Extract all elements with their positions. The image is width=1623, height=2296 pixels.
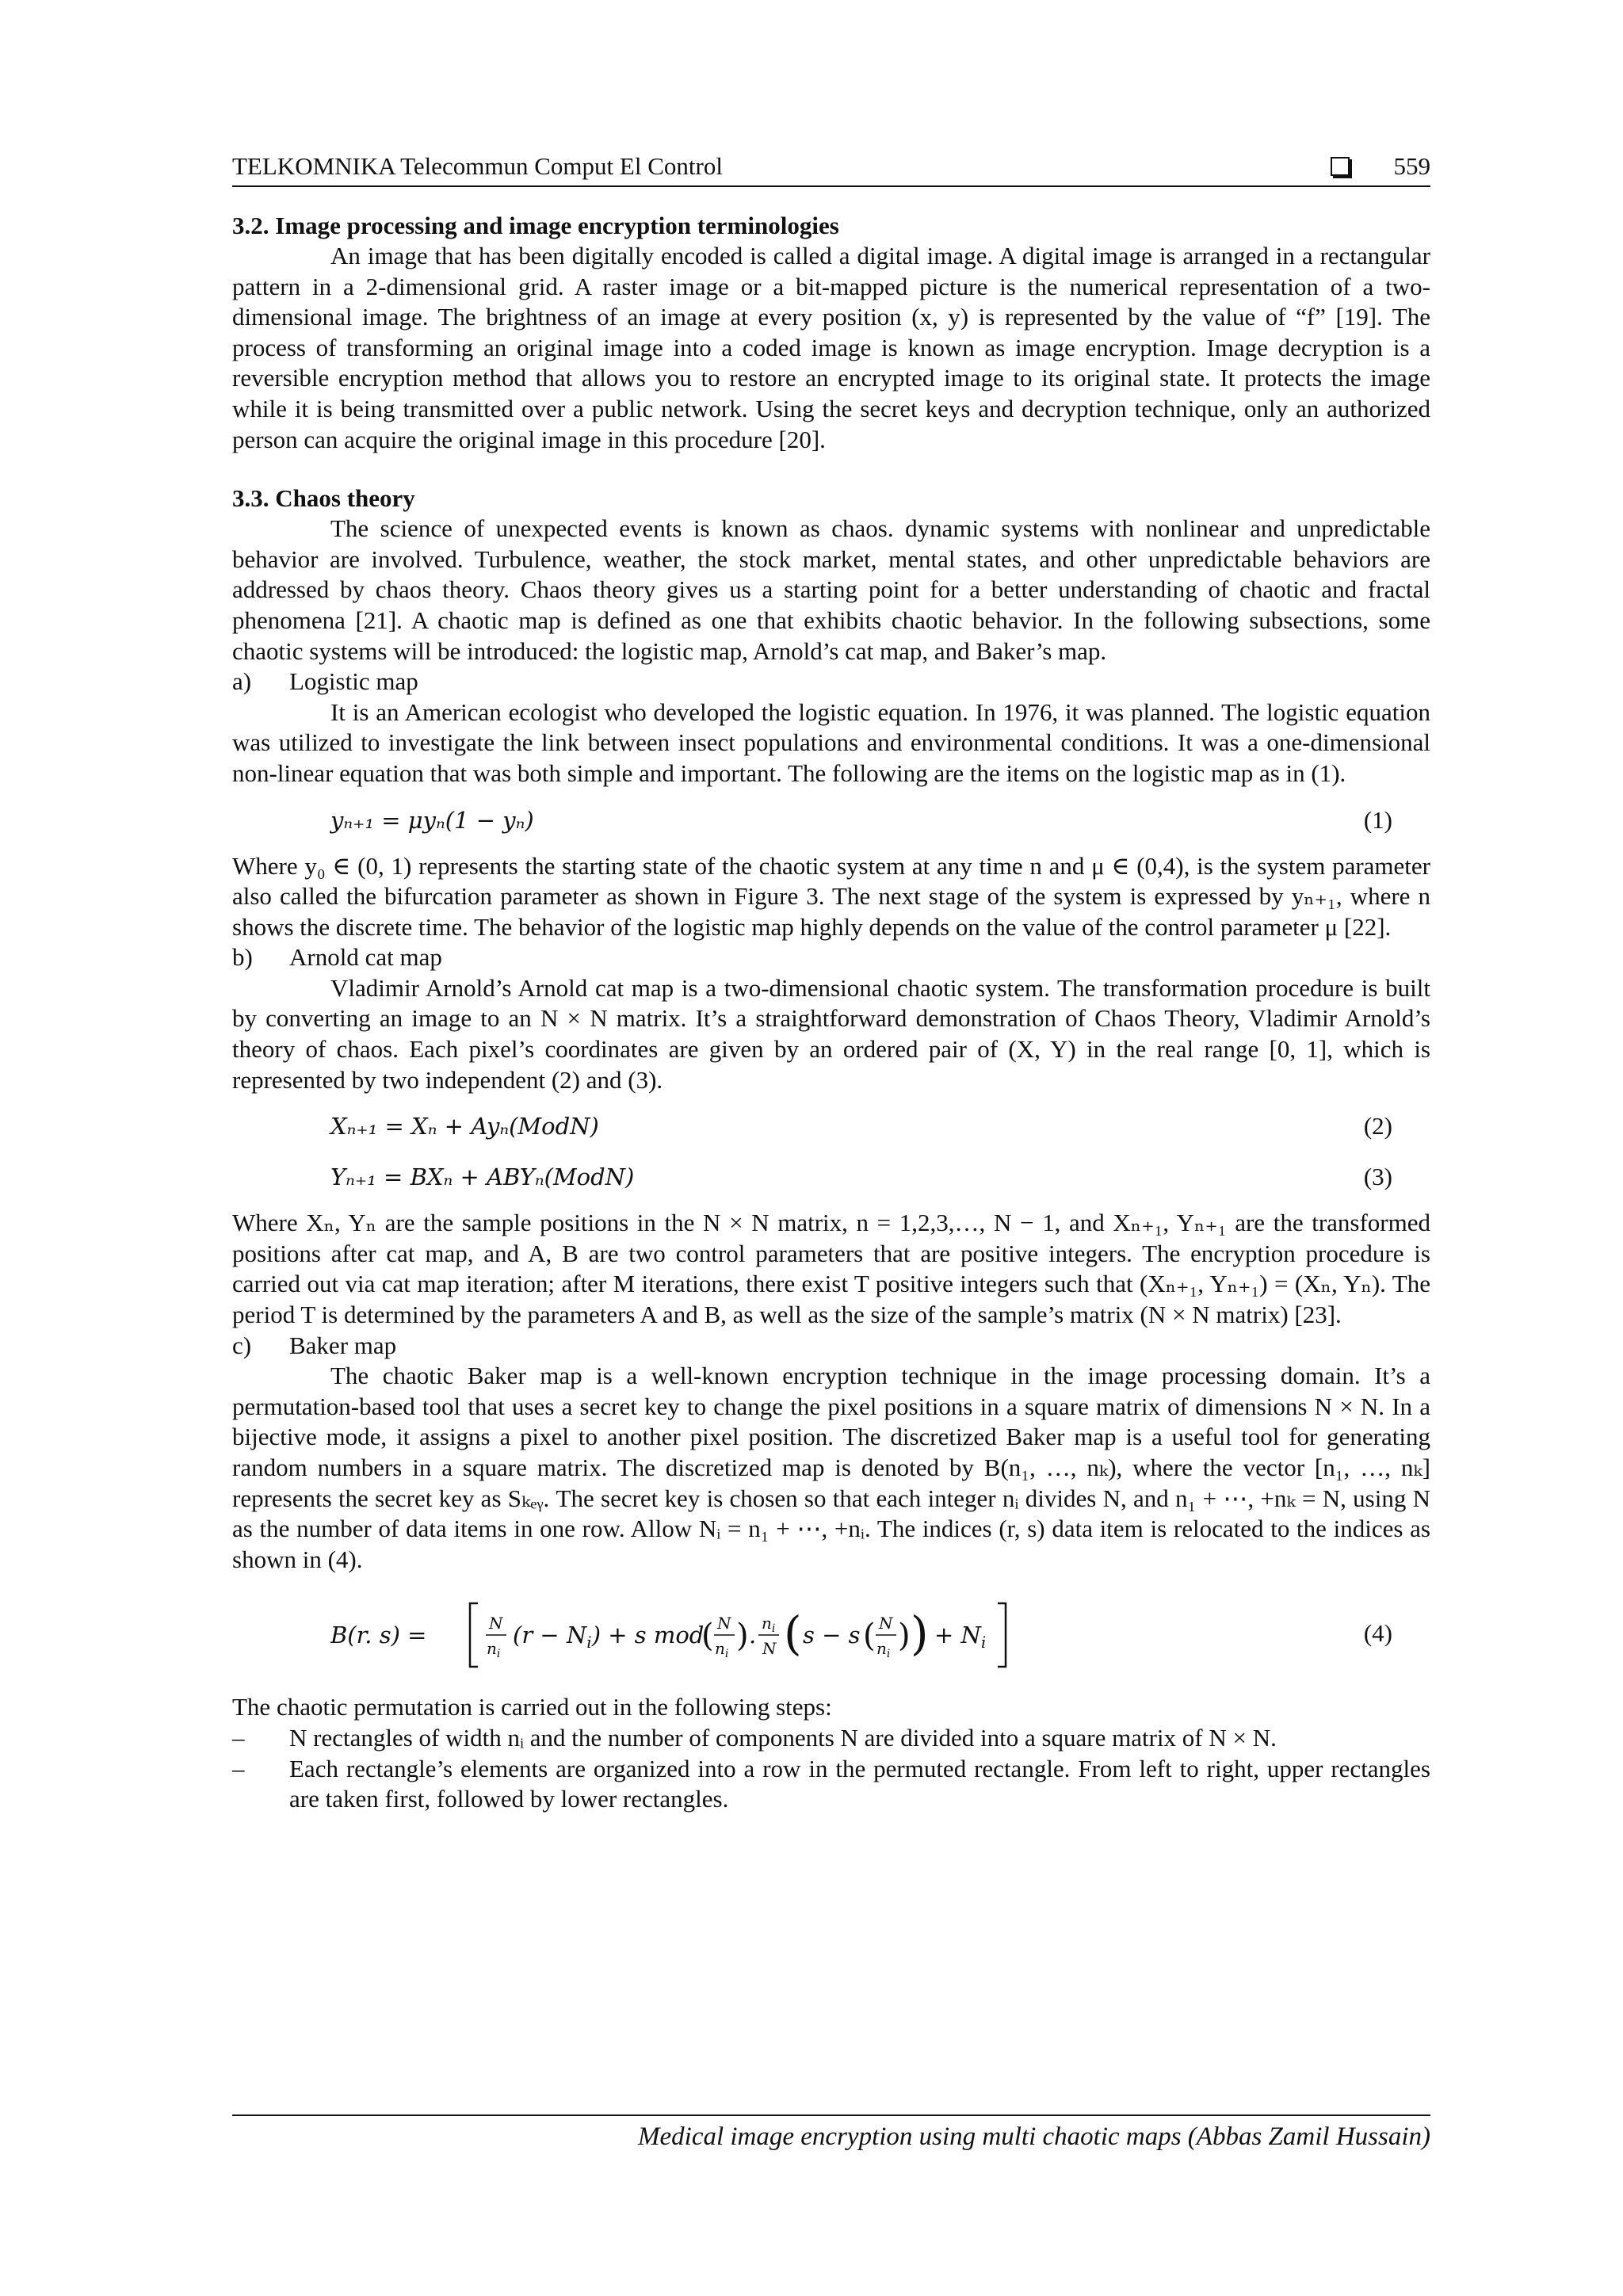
paragraph-image-processing: An image that has been digitally encoded is called a digital image. A digital image is arranged in a rectangular pattern in a 2-dimensional grid. A raster image or a bit-mapped picture is the numerical representation of a two-dimensional image. The brightness of an image at every position (x, y) is represented by the value of “f” [19]. The process of transforming an original image into a coded image is known as image encryption. Image decryption is a reversible encryption method that allows you to restore an encrypted image to its original state. It protects the image while it is being transmitted over a public network. Using the secret keys and decryption technique, only an authorized person can acquire the original image in this procedure [20].: [232, 242, 1430, 453]
item-marker: c): [232, 1331, 252, 1359]
section-heading-3-3: 3.3. Chaos theory: [232, 484, 415, 513]
svg-text:.: .: [749, 1622, 757, 1649]
paragraph-chaos-theory: The science of unexpected events is known as chaos. dynamic systems with nonlinear and unpredictable behavior are involved. Turbulence, weather, the stock market, mental states, and other unpredictable behaviors are addressed by chaos theory. Chaos theory gives us a starting point for a better understanding of chaotic and fractal phenomena [21]. A chaotic map is defined as one that exhibits chaotic behavior. In the following subsections, some chaotic systems will be introduced: the logistic map, Arnold’s cat map, and Baker’s map.: [232, 514, 1430, 665]
running-header: [232, 151, 1430, 187]
dash-bullet: –: [232, 1723, 245, 1752]
footer-citation: Medical image encryption using multi chaotic maps (Abbas Zamil Hussain): [638, 2122, 1430, 2151]
subsection-logistic-map: [232, 667, 1430, 697]
list-item: [232, 1754, 1430, 1815]
paragraph-permutation-intro: The chaotic permutation is carried out in the following steps:: [232, 1693, 832, 1721]
paragraph-arnold: Vladimir Arnold’s Arnold cat map is a two-dimensional chaotic system. The transformation procedure is built by converting an image to an N × N matrix. It’s a straightforward demonstration of Chaos Theory, Vladimir Arnold’s theory of chaos. Each pixel’s coordinates are given by an ordered pair of (X, Y) in the real range [0, 1], which is represented by two independent (2) and (3).: [232, 973, 1430, 1094]
svg-text:(: (: [863, 1618, 876, 1655]
dash-bullet: –: [232, 1754, 245, 1782]
paragraph-logistic: It is an American ecologist who developed the logistic equation. In 1976, it was planned. The logistic equation was utilized to investigate the link between insect populations and environmental conditions. It was a one-dimensional non-linear equation that was both simple and important. The following are the items on the logistic map as in (1).: [232, 697, 1430, 787]
page-body: [232, 151, 1430, 1815]
equation-1-body: yₙ₊₁ = μyₙ(1 − yₙ): [330, 806, 534, 834]
equation-3-body: Yₙ₊₁ = BXₙ + ABYₙ(ModN): [330, 1163, 635, 1191]
equation-3-number: (3): [1363, 1163, 1392, 1191]
section-heading-3-2: 3.2. Image processing and image encryption terminologies: [232, 212, 839, 239]
svg-text:(: (: [784, 1606, 802, 1661]
svg-text:N: N: [879, 1614, 893, 1633]
svg-text:): ): [911, 1606, 929, 1661]
paragraph-baker: The chaotic Baker map is a well-known encryption technique in the image processing domain. It’s a permutation-based tool that uses a secret key to change the pixel positions in a square matrix of dimensions N × N. In a bijective mode, it assigns a pixel to another pixel position. The discretized Baker map is a useful tool for generating random numbers in a square matrix. The discretized map is denoted by B(n₁, …, nₖ), where the vector [n₁, …, nₖ] represents the secret key as Sₖₑᵧ. The secret key is chosen so that each integer nᵢ divides N, and n₁ + ⋯, +nₖ = N, using N as the number of data items in one row. Allow Nᵢ = n₁ + ⋯, +nᵢ. The indices (r, s) data item is relocated to the indices as shown in (4).: [232, 1362, 1430, 1573]
equation-2-number: (2): [1363, 1112, 1392, 1140]
equation-4: [232, 1595, 1430, 1671]
svg-text:(r − Ni) + s mod: $(r - N_i) + s$ mod: [513, 1622, 705, 1652]
subsection-arnold-cat-map: [232, 942, 1430, 973]
svg-text:+ Ni: + $N_i$: [934, 1622, 987, 1652]
paragraph-arnold-explain: Where Xₙ, Yₙ are the sample positions in the N × N matrix, n = 1,2,3,…, N − 1, and Xₙ₊₁, Yₙ₊₁ are the transformed positions after cat map, and A, B are two control parameters that are positive integers. The encryption procedure is carried out via cat map iteration; after M iterations, there exist T positive integers such that (Xₙ₊₁, Yₙ₊₁) = (Xₙ, Yₙ). The period T is determined by the parameters A and B, as well as the size of the sample’s matrix (N × N matrix) [23].: [232, 1209, 1430, 1329]
subsection-baker-map: [232, 1331, 1430, 1362]
svg-text:ni: $n_i$: [487, 1639, 501, 1661]
item-marker: b): [232, 943, 253, 972]
list-item-text: Each rectangle’s elements are organized into a row in the permuted rectangle. From left to right, upper rectangles are taken first, followed by lower rectangles.: [289, 1754, 1430, 1813]
equation-1: [232, 800, 1430, 840]
svg-text:(: (: [701, 1618, 714, 1655]
journal-title: TELKOMNIKA Telecommun Comput El Control: [232, 152, 723, 180]
list-item-text: N rectangles of width nᵢ and the number of components N are divided into a square matrix of N × N.: [289, 1723, 1277, 1752]
svg-text:ni: $n_i$: [762, 1614, 776, 1636]
equation-4-formula: [330, 1597, 1012, 1673]
svg-text:): ): [736, 1618, 749, 1655]
equation-4-number: (4): [1363, 1619, 1392, 1648]
svg-text:N: N: [489, 1614, 503, 1633]
svg-text:N: N: [762, 1639, 777, 1659]
svg-text:s − s: s − s: [803, 1622, 861, 1649]
equation-3: [232, 1157, 1430, 1197]
svg-text:N: N: [717, 1614, 731, 1633]
item-title: Logistic map: [289, 667, 418, 696]
equation-2: [232, 1106, 1430, 1146]
equation-4-body: [330, 1595, 1012, 1673]
paragraph-logistic-explain: Where y₀ ∈ (0, 1) represents the starting state of the chaotic system at any time n and μ ∈ (0,4), is the system parameter also called the bifurcation parameter as shown in Figure 3. The next stage of the system is expressed by yₙ₊₁, where n shows the discrete time. The behavior of the logistic map highly depends on the value of the control parameter μ [22].: [232, 851, 1430, 941]
square-bullet-icon: [1331, 157, 1350, 176]
page-number: 559: [1393, 152, 1430, 180]
svg-text:ni: $n_i$: [876, 1639, 891, 1661]
item-title: Arnold cat map: [289, 943, 442, 972]
running-footer: [232, 2115, 1430, 2152]
eq4-lhs: B(r. s) =: [330, 1622, 427, 1649]
equation-1-number: (1): [1363, 805, 1392, 834]
item-title: Baker map: [289, 1331, 397, 1359]
list-item: [232, 1723, 1430, 1754]
svg-text:ni: $n_i$: [715, 1639, 729, 1661]
item-marker: a): [232, 667, 252, 696]
equation-2-body: Xₙ₊₁ = Xₙ + Ayₙ(ModN): [330, 1113, 599, 1140]
svg-text:): ): [898, 1618, 911, 1655]
